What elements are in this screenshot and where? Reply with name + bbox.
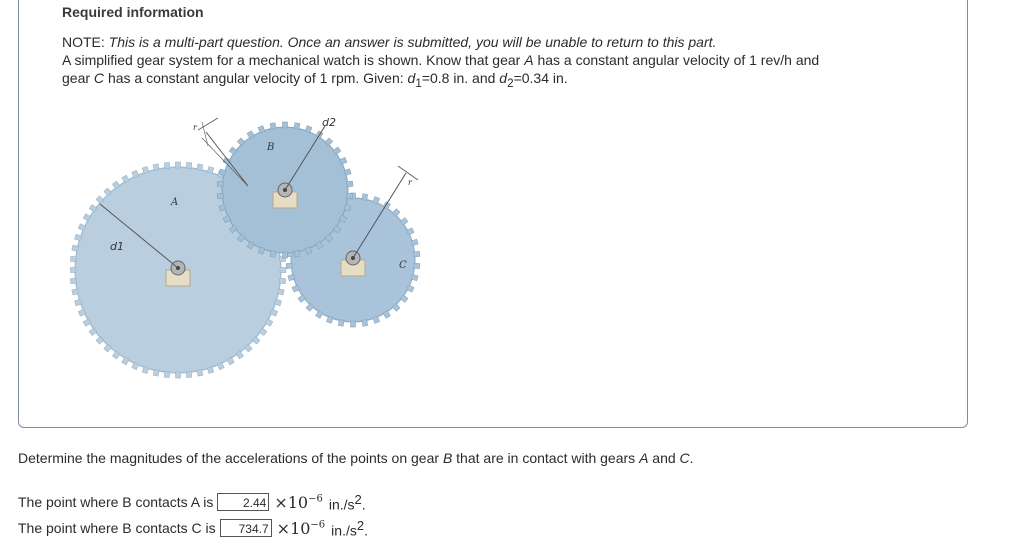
note-text xyxy=(62,33,942,51)
d2-symbol: d xyxy=(499,70,508,86)
answer-label-a: The point where B contacts A is xyxy=(18,494,214,511)
gear-c-label: C xyxy=(399,260,407,271)
note-body: This is a multi-part question. Once an answer is submitted, you will be unable to return to this part. xyxy=(108,34,717,50)
answer-row-c xyxy=(18,518,368,539)
problem-text-3: gear xyxy=(62,70,91,86)
question-text xyxy=(18,450,694,466)
answer-input-c[interactable]: 734.7 xyxy=(220,519,272,537)
question-and: and xyxy=(652,450,676,466)
question-part-2: that are in contact with gears xyxy=(456,450,636,466)
gear-a-label: A xyxy=(171,197,179,208)
gear-b-label: B xyxy=(267,142,275,153)
problem-description xyxy=(62,51,942,93)
note-prefix: NOTE: xyxy=(62,34,105,50)
answer-row-a xyxy=(18,492,366,513)
problem-text-2: has a constant angular velocity of 1 rev/h and xyxy=(537,52,820,68)
question-part-1: Determine the magnitudes of the accelerations of the points on gear xyxy=(18,450,440,466)
gear-a-ref: A xyxy=(524,52,534,68)
d1-subscript: 1 xyxy=(415,76,422,90)
multiplier-a: $\times 10^{-6}$ xyxy=(274,492,323,512)
d1-value: =0.8 in. and xyxy=(421,70,496,86)
unit-a: $in./s^2$. xyxy=(328,492,366,513)
multiplier-c: $\times 10^{-6}$ xyxy=(276,518,326,538)
d1-label: d1 xyxy=(110,240,124,253)
gear-diagram xyxy=(70,110,430,390)
question-gear-b: B xyxy=(442,450,453,466)
question-gear-c: C xyxy=(679,450,690,466)
question-gear-a: A xyxy=(639,450,649,466)
answer-input-a[interactable]: 2.44 xyxy=(217,493,269,511)
problem-text-4: has a constant angular velocity of 1 rpm. Given: xyxy=(107,70,404,86)
answer-label-c: The point where B contacts C is xyxy=(18,520,216,537)
question-period: . xyxy=(689,450,694,466)
d1-symbol: d xyxy=(407,70,416,86)
d2-value: =0.34 in. xyxy=(513,70,568,86)
unit-c: $in./s^2$. xyxy=(331,518,368,539)
radius-label-1: r xyxy=(193,123,197,132)
gear-c-ref: C xyxy=(93,70,105,86)
problem-text-1: A simplified gear system for a mechanical watch is shown. Know that gear xyxy=(62,52,521,68)
radius-label-2: r xyxy=(408,178,412,187)
panel-title: Required information xyxy=(62,4,204,20)
d2-label: d2 xyxy=(322,116,336,129)
d2-subscript: 2 xyxy=(507,76,514,90)
